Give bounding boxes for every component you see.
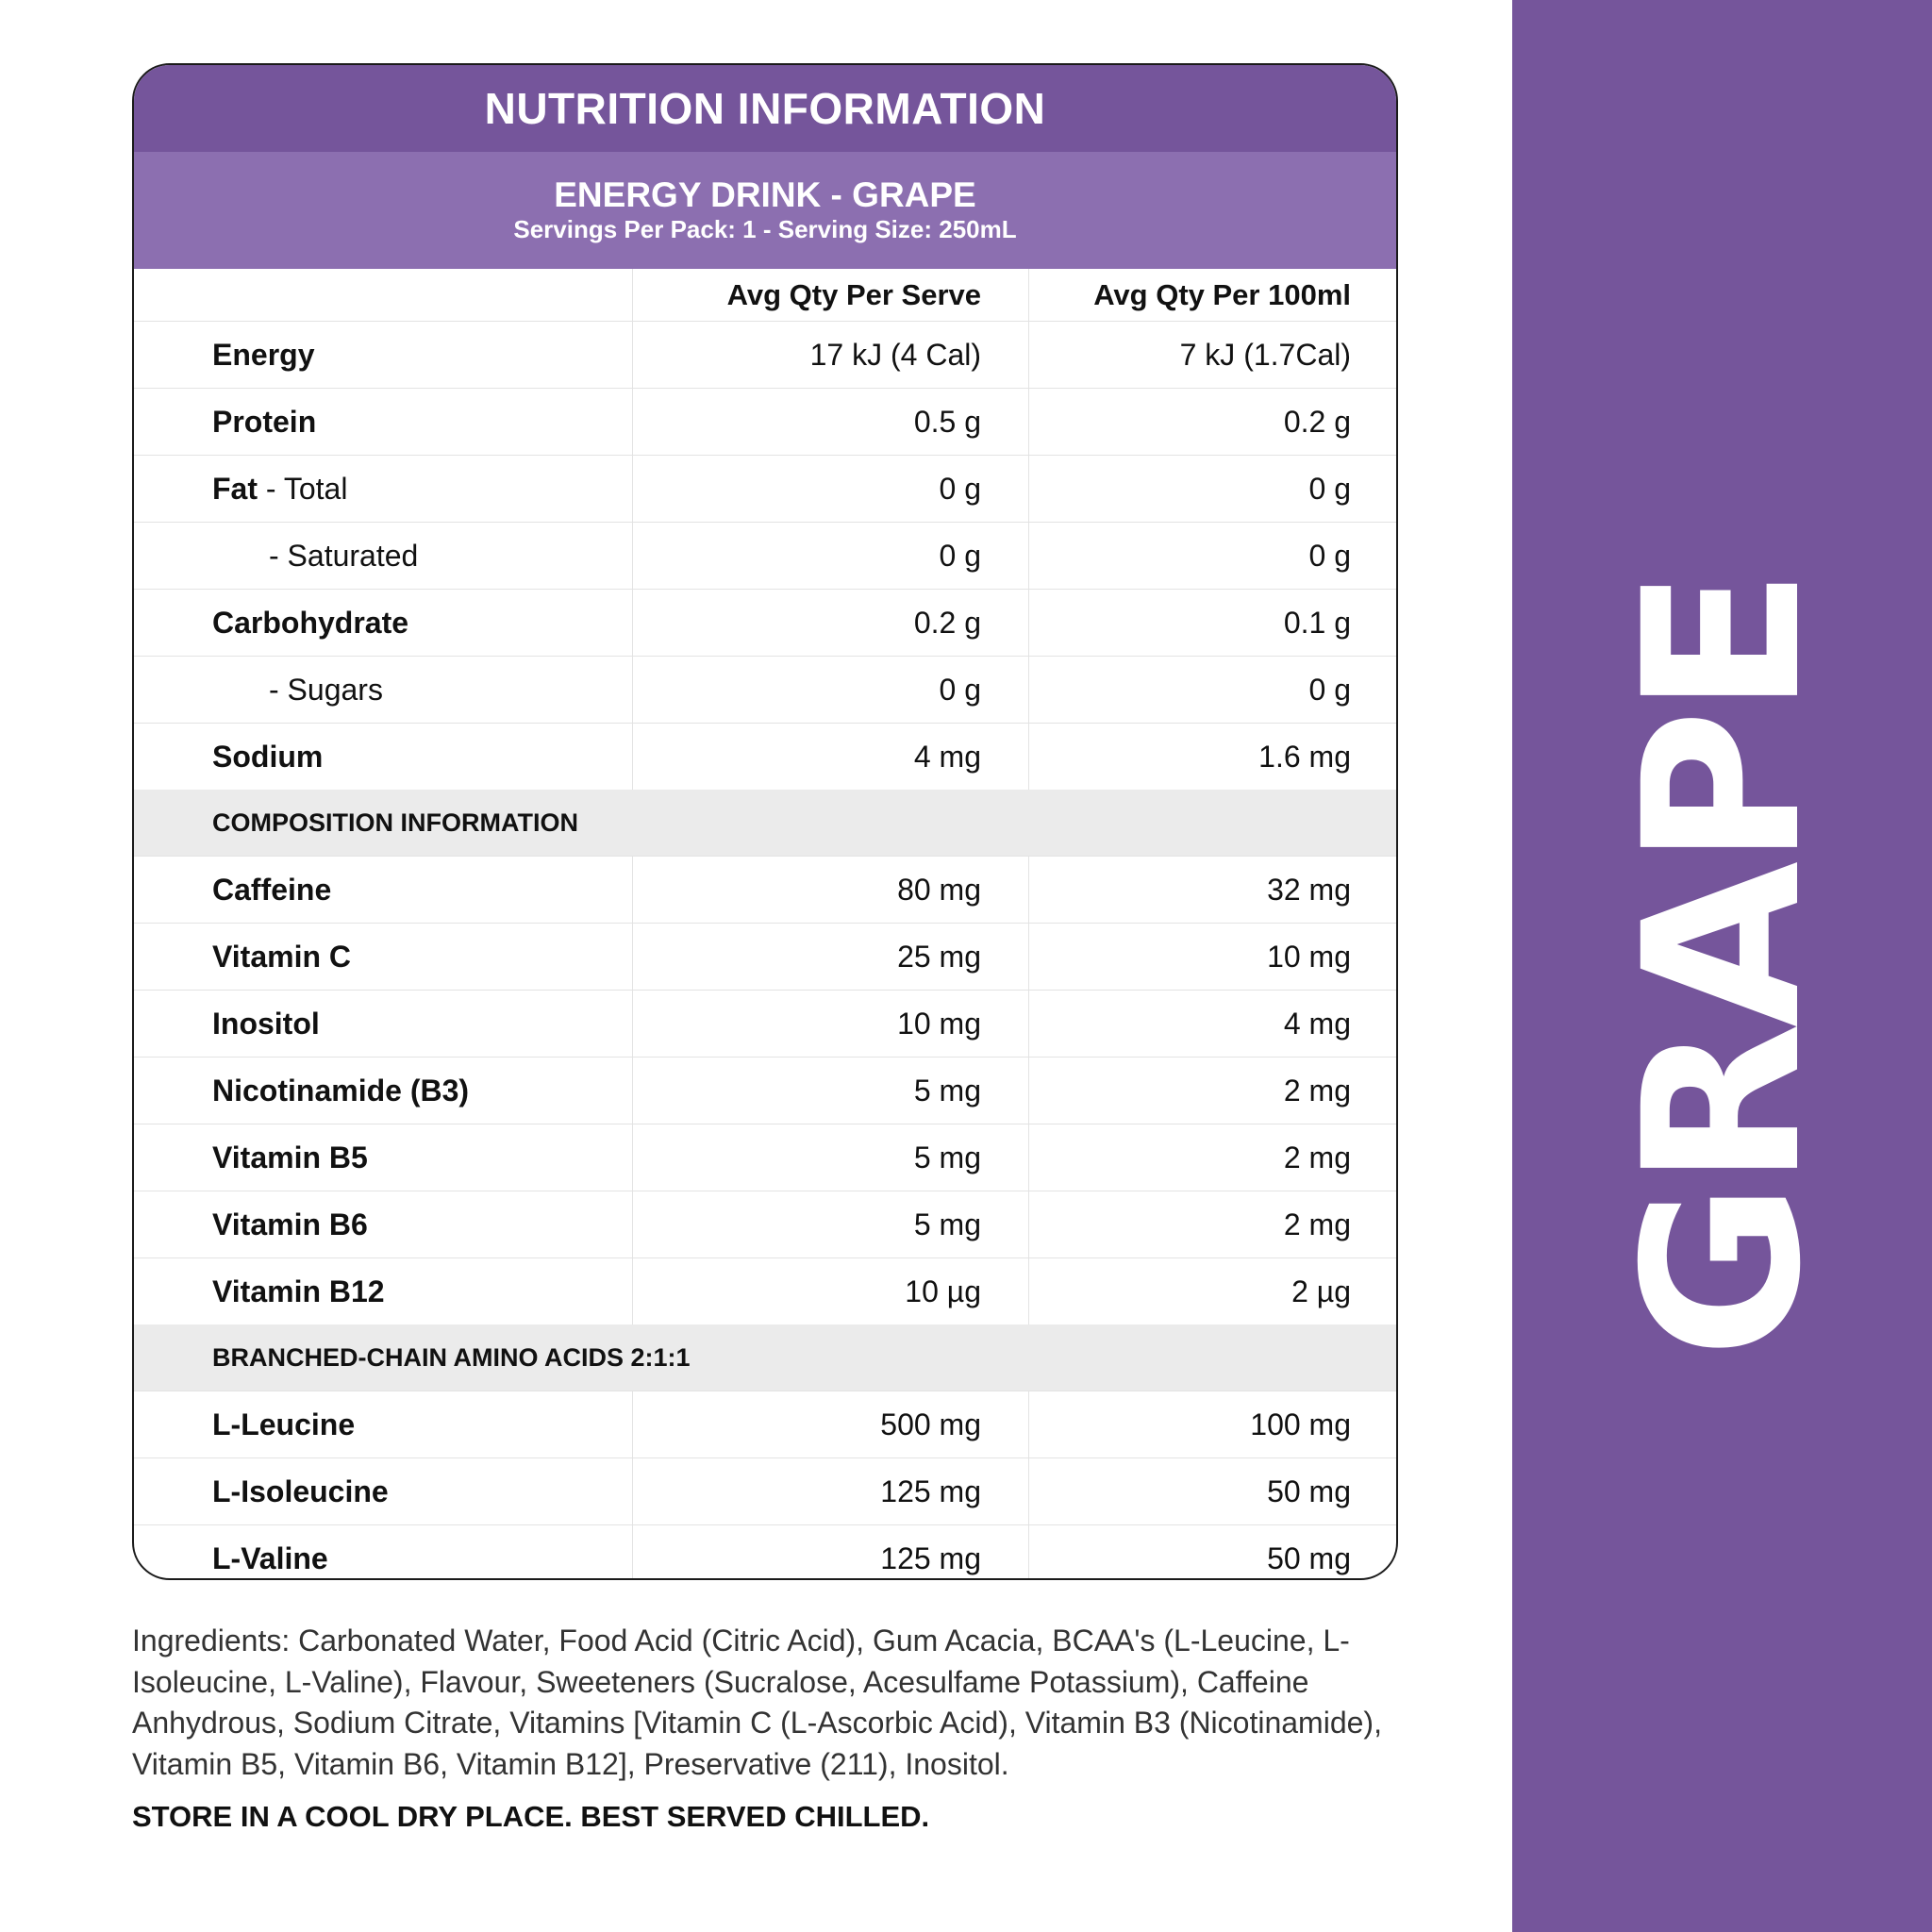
- table-row: [134, 523, 1396, 590]
- value-per-100ml: 50 mg: [1028, 1525, 1396, 1580]
- value-per-serve: 5 mg: [632, 1191, 1028, 1257]
- table-row: [134, 924, 1396, 991]
- nutrient-name: Vitamin B6: [212, 1207, 368, 1241]
- table-row: [134, 590, 1396, 657]
- nutrient-label: [134, 1391, 632, 1457]
- nutrient-label: [134, 1258, 632, 1324]
- table-row: [134, 1458, 1396, 1525]
- nutrition-rows: [134, 322, 1396, 790]
- value-per-serve: 5 mg: [632, 1058, 1028, 1124]
- value-per-serve: 0 g: [632, 657, 1028, 723]
- nutrient-name: Caffeine: [212, 872, 332, 907]
- nutrient-label: [134, 456, 632, 522]
- value-per-100ml: 0.2 g: [1028, 389, 1396, 455]
- table-row: [134, 389, 1396, 456]
- value-per-serve: 4 mg: [632, 724, 1028, 790]
- nutrient-label: [134, 1124, 632, 1191]
- value-per-100ml: 0 g: [1028, 456, 1396, 522]
- value-per-serve: 5 mg: [632, 1124, 1028, 1191]
- composition-rows: [134, 857, 1396, 1324]
- table-row: [134, 1191, 1396, 1258]
- value-per-serve: 0.2 g: [632, 590, 1028, 656]
- nutrient-label: [134, 1525, 632, 1580]
- value-per-100ml: 4 mg: [1028, 991, 1396, 1057]
- nutrient-name: Carbohydrate: [212, 605, 409, 640]
- value-per-100ml: 10 mg: [1028, 924, 1396, 990]
- nutrient-name: L-Isoleucine: [212, 1474, 389, 1508]
- value-per-100ml: 50 mg: [1028, 1458, 1396, 1524]
- value-per-serve: 0.5 g: [632, 389, 1028, 455]
- value-per-100ml: 0 g: [1028, 523, 1396, 589]
- product-name: ENERGY DRINK - GRAPE: [554, 175, 976, 214]
- value-per-serve: 125 mg: [632, 1525, 1028, 1580]
- nutrient-name: Nicotinamide (B3): [212, 1073, 470, 1108]
- value-per-100ml: 2 mg: [1028, 1191, 1396, 1257]
- nutrient-label: [134, 924, 632, 990]
- nutrient-name: Energy: [212, 337, 315, 372]
- nutrient-label: [134, 857, 632, 923]
- nutrient-name: Inositol: [212, 1006, 320, 1041]
- side-band: [1512, 0, 1932, 1932]
- table-row: [134, 322, 1396, 389]
- table-row: [134, 456, 1396, 523]
- nutrient-label: [134, 1191, 632, 1257]
- value-per-100ml: 2 mg: [1028, 1124, 1396, 1191]
- panel-title: NUTRITION INFORMATION: [134, 65, 1396, 152]
- table-row: [134, 724, 1396, 790]
- table-row: [134, 1124, 1396, 1191]
- nutrient-name: Fat: [212, 471, 258, 506]
- nutrient-name: L-Valine: [212, 1541, 328, 1575]
- value-per-serve: 10 µg: [632, 1258, 1028, 1324]
- value-per-100ml: 7 kJ (1.7Cal): [1028, 322, 1396, 388]
- storage-instructions: STORE IN A COOL DRY PLACE. BEST SERVED CHILLED.: [132, 1800, 930, 1833]
- column-header-per-100ml: Avg Qty Per 100ml: [1028, 269, 1396, 321]
- nutrition-panel: [132, 63, 1398, 1580]
- nutrient-qualifier: - Sugars: [269, 672, 383, 707]
- ingredients-text: Ingredients: Carbonated Water, Food Acid (Citric Acid), Gum Acacia, BCAA's (L-Leucine, L-Isoleucine, L-Valine), Flavour, Sweeteners (Sucralose, Acesulfame Potassium), Caffeine Anhydrous, Sodium Citrate, Vitamins [Vitamin C (L-Ascorbic Acid), Vitamin B3 (Nicotinamide), Vitamin B5, Vitamin B6, Vitamin B12], Preservative (211), Inositol.: [132, 1624, 1382, 1781]
- composition-section-title: COMPOSITION INFORMATION: [134, 790, 1396, 857]
- nutrient-label: [134, 724, 632, 790]
- table-row: [134, 1258, 1396, 1324]
- nutrient-label: [134, 1458, 632, 1524]
- product-header: [134, 152, 1396, 269]
- nutrient-label: [134, 590, 632, 656]
- nutrient-label: [134, 523, 632, 589]
- nutrient-name: Vitamin B12: [212, 1274, 385, 1308]
- value-per-100ml: 0.1 g: [1028, 590, 1396, 656]
- nutrient-label: [134, 1058, 632, 1124]
- nutrient-qualifier: - Total: [258, 471, 348, 506]
- nutrient-name: Vitamin C: [212, 939, 351, 974]
- bcaa-section-title: BRANCHED-CHAIN AMINO ACIDS 2:1:1: [134, 1324, 1396, 1391]
- table-row: [134, 857, 1396, 924]
- value-per-serve: 10 mg: [632, 991, 1028, 1057]
- bcaa-rows: [134, 1391, 1396, 1580]
- nutrient-name: Protein: [212, 404, 317, 439]
- column-header-per-serve: Avg Qty Per Serve: [632, 269, 1028, 321]
- table-row: [134, 1525, 1396, 1580]
- flavour-label: GRAPE: [1596, 573, 1848, 1359]
- column-headers: [134, 269, 1396, 322]
- value-per-serve: 0 g: [632, 523, 1028, 589]
- serving-info: Servings Per Pack: 1 - Serving Size: 250mL: [513, 215, 1017, 243]
- value-per-serve: 500 mg: [632, 1391, 1028, 1457]
- value-per-serve: 25 mg: [632, 924, 1028, 990]
- value-per-100ml: 32 mg: [1028, 857, 1396, 923]
- value-per-serve: 125 mg: [632, 1458, 1028, 1524]
- value-per-100ml: 1.6 mg: [1028, 724, 1396, 790]
- nutrient-label: [134, 991, 632, 1057]
- value-per-100ml: 2 µg: [1028, 1258, 1396, 1324]
- nutrient-qualifier: - Saturated: [269, 538, 419, 573]
- value-per-serve: 0 g: [632, 456, 1028, 522]
- table-row: [134, 657, 1396, 724]
- nutrient-name: L-Leucine: [212, 1407, 356, 1441]
- table-row: [134, 991, 1396, 1058]
- table-row: [134, 1391, 1396, 1458]
- nutrient-label: [134, 657, 632, 723]
- value-per-serve: 17 kJ (4 Cal): [632, 322, 1028, 388]
- value-per-100ml: 100 mg: [1028, 1391, 1396, 1457]
- value-per-100ml: 2 mg: [1028, 1058, 1396, 1124]
- column-header-blank: [134, 269, 632, 321]
- nutrient-name: Vitamin B5: [212, 1140, 368, 1174]
- table-row: [134, 1058, 1396, 1124]
- nutrient-name: Sodium: [212, 739, 324, 774]
- value-per-serve: 80 mg: [632, 857, 1028, 923]
- value-per-100ml: 0 g: [1028, 657, 1396, 723]
- nutrient-label: [134, 389, 632, 455]
- nutrient-label: [134, 322, 632, 388]
